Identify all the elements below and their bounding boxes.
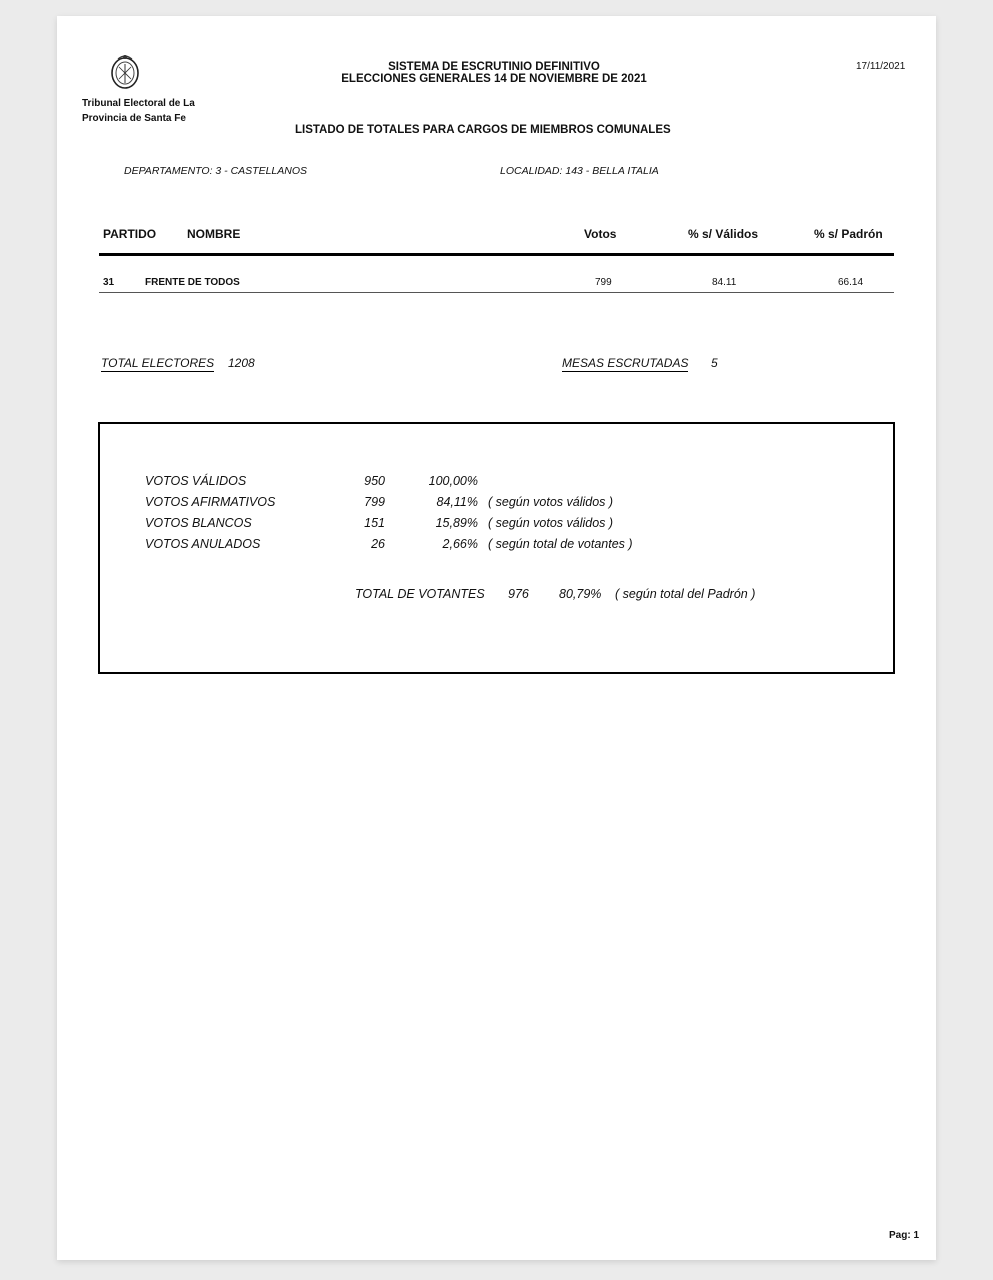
col-header-partido: PARTIDO xyxy=(103,227,157,241)
total-votantes-value: 976 xyxy=(508,587,529,601)
page-number: Pag: 1 xyxy=(889,1230,920,1241)
summary-value: 799 xyxy=(364,495,385,509)
summary-box xyxy=(98,422,895,674)
report-date: 17/11/2021 xyxy=(856,61,906,72)
col-header-nombre: NOMBRE xyxy=(187,227,241,241)
summary-label: VOTOS ANULADOS xyxy=(145,537,261,551)
departamento-label: DEPARTAMENTO: 3 - CASTELLANOS xyxy=(124,165,308,177)
total-electores-value: 1208 xyxy=(228,356,255,370)
total-votantes-note: ( según total del Padrón ) xyxy=(615,587,756,601)
org-name-line1: Tribunal Electoral de La xyxy=(82,98,195,109)
total-votantes-label: TOTAL DE VOTANTES xyxy=(355,587,485,601)
summary-note: ( según total de votantes ) xyxy=(488,537,633,551)
summary-label: VOTOS AFIRMATIVOS xyxy=(145,495,276,509)
table-header-rule xyxy=(99,253,894,256)
org-name-line2: Provincia de Santa Fe xyxy=(82,113,186,124)
summary-label: VOTOS VÁLIDOS xyxy=(145,474,247,488)
system-title: SISTEMA DE ESCRUTINIO DEFINITIVO xyxy=(388,61,600,73)
summary-value: 26 xyxy=(371,537,385,551)
document-page xyxy=(57,16,936,1260)
total-electores-label: TOTAL ELECTORES xyxy=(101,356,215,370)
total-votantes-pct: 80,79% xyxy=(559,587,602,601)
summary-pct: 2,66% xyxy=(442,537,478,551)
summary-pct: 15,89% xyxy=(435,516,478,530)
cell-pct-padron: 66.14 xyxy=(838,277,864,288)
cell-votos: 799 xyxy=(595,277,612,288)
summary-note: ( según votos válidos ) xyxy=(488,516,614,530)
provincial-seal-icon xyxy=(108,52,142,92)
col-header-votos: Votos xyxy=(584,227,617,241)
report-subtitle: LISTADO DE TOTALES PARA CARGOS DE MIEMBROS COMUNALES xyxy=(295,124,671,136)
col-header-pct-validos: % s/ Válidos xyxy=(688,227,759,241)
summary-value: 151 xyxy=(364,516,385,530)
localidad-label: LOCALIDAD: 143 - BELLA ITALIA xyxy=(500,165,659,177)
cell-pct-validos: 84.11 xyxy=(712,277,737,288)
summary-note: ( según votos válidos ) xyxy=(488,495,614,509)
mesas-escrutadas-label: MESAS ESCRUTADAS xyxy=(562,356,689,370)
summary-label: VOTOS BLANCOS xyxy=(145,516,252,530)
col-header-pct-padron: % s/ Padrón xyxy=(814,227,883,241)
summary-pct: 100,00% xyxy=(428,474,478,488)
summary-pct: 84,11% xyxy=(436,495,478,509)
mesas-escrutadas-value: 5 xyxy=(711,356,718,370)
table-row-rule xyxy=(99,292,894,293)
cell-nombre: FRENTE DE TODOS xyxy=(145,277,240,288)
cell-partido: 31 xyxy=(103,277,115,288)
election-title: ELECCIONES GENERALES 14 DE NOVIEMBRE DE 2021 xyxy=(341,73,647,85)
summary-value: 950 xyxy=(364,474,385,488)
